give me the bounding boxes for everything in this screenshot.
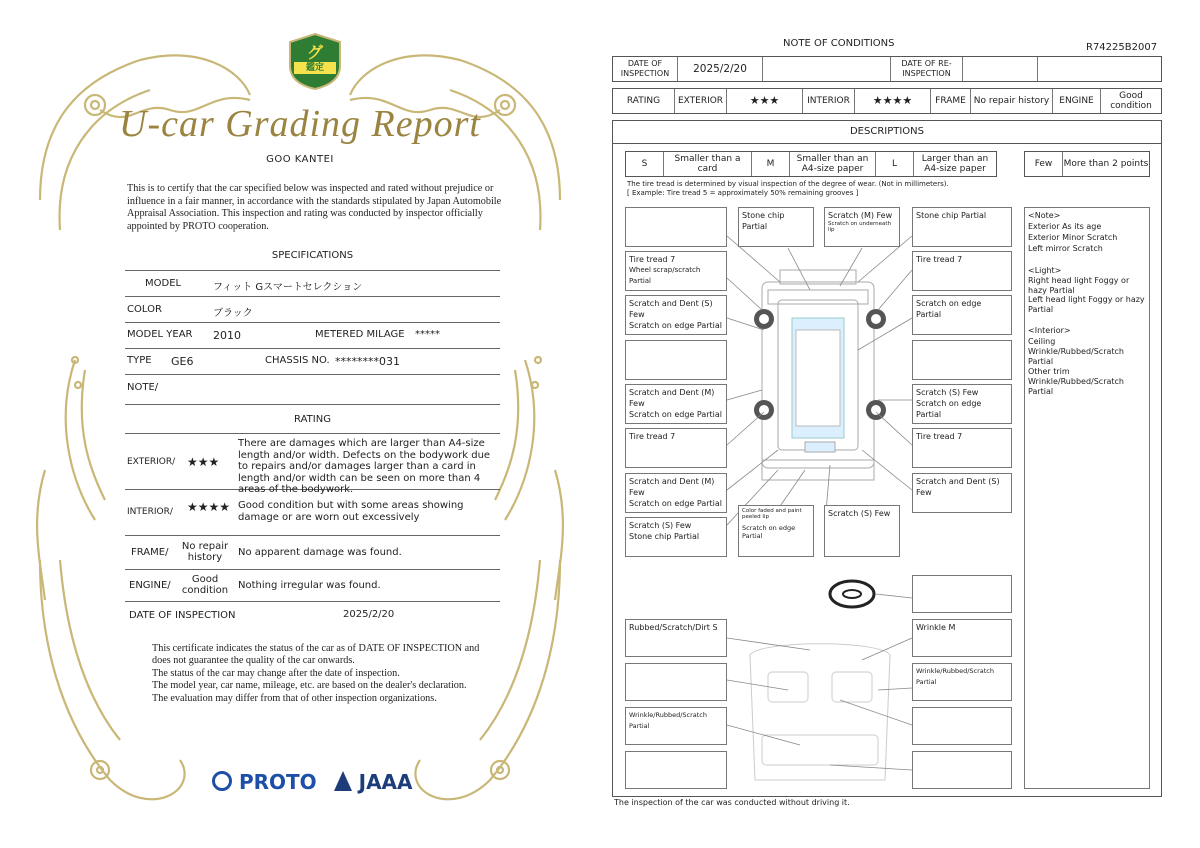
note-text: Scratch (M) Few [828, 211, 893, 220]
side-notes-panel [1024, 207, 1150, 789]
note-text: Scratch (S) Few [629, 521, 692, 530]
note-box [625, 295, 727, 335]
note-box [912, 384, 1012, 424]
note-box [912, 707, 1012, 745]
reinspection-date-label: DATE OF RE-INSPECTION [891, 57, 963, 81]
inspection-date-value: 2025/2/20 [678, 57, 763, 81]
tire-example: [ Example: Tire tread 5 = approximately 50% remaining grooves ] [627, 189, 859, 197]
descriptions-heading: DESCRIPTIONS [612, 120, 1162, 144]
legend-m: M [752, 152, 790, 176]
report-title: U-car Grading Report [119, 103, 481, 145]
engine-description: Nothing irregular was found. [238, 580, 381, 591]
certification-text: This is to certify that the car specified below was inspected and rated without prejudice or influence in a fair manner, in accordance with the standards stipulated by Japan Automobile Appraisal Association. This inspection and rating was conducted by inspector officially appointed by PROTO cooperation. [127, 183, 502, 232]
type-label: TYPE [127, 355, 152, 366]
note-box [912, 575, 1012, 613]
note-box [625, 619, 727, 657]
note-box [625, 428, 727, 468]
legend-l-desc: Larger than an A4-size paper [921, 154, 989, 174]
badge-text: 鑑定 [305, 63, 324, 73]
model-label: MODEL [145, 278, 182, 289]
note-box [912, 295, 1012, 335]
note-text: Scratch on edge Partial [916, 299, 982, 319]
note-text: Scratch on underneath lip [828, 221, 892, 233]
mileage-value: ***** [415, 329, 440, 340]
exterior-label: EXTERIOR [675, 89, 727, 113]
note-box [738, 207, 814, 247]
note-of-conditions [600, 0, 1200, 848]
exterior-label: EXTERIOR/ [127, 457, 176, 467]
footer-line: The evaluation may differ from that of other inspection organizations. [152, 692, 437, 704]
side-note-line: Other trim [1028, 367, 1070, 376]
note-text: Scratch on edge Partial [629, 499, 723, 508]
note-text: Scratch (S) Few [916, 388, 979, 397]
side-note-line: Wrinkle/Rubbed/Scratch Partial [1028, 347, 1124, 366]
note-text: Scratch and Dent (M) Few [629, 477, 715, 497]
goo-kantei-badge-icon [288, 32, 342, 90]
interior-description: Good condition but with some areas showing damage or are worn out excessively [238, 500, 464, 523]
engine-label: ENGINE [1053, 89, 1101, 113]
specifications-heading: SPECIFICATIONS [271, 250, 354, 261]
proto-logo-text: PROTO [238, 770, 317, 794]
rating-heading: RATING [294, 414, 331, 425]
side-note-line: Ceiling [1028, 337, 1056, 346]
engine-row [125, 571, 500, 602]
note-text: Tire tread 7 [916, 255, 963, 264]
legend-few: Few [1025, 152, 1063, 176]
report-subtitle: GOO KANTEI [266, 154, 334, 165]
footer-line: This certificate indicates the status of the car as of DATE OF INSPECTION and does not guarantee the quality of the car onwards. [152, 643, 480, 667]
footer-line: The model year, car name, mileage, etc. are based on the dealer's declaration. [152, 680, 467, 692]
color-label: COLOR [127, 304, 162, 315]
note-text: Wrinkle/Rubbed/Scratch Partial [629, 711, 707, 730]
note-text: Tire tread 7 [916, 432, 963, 441]
note-text: Tire tread 7 [629, 255, 676, 264]
frame-value: No repair history [971, 89, 1053, 113]
tire-note: The tire tread is determined by visual inspection of the degree of wear. (Not in millimeters). [627, 180, 949, 188]
report-number: R74225B2007 [1086, 42, 1158, 53]
exterior-stars: ★★★ [727, 89, 803, 113]
engine-value: Good condition [1110, 91, 1152, 111]
inspection-date-value: 2025/2/20 [343, 609, 395, 620]
note-box [912, 619, 1012, 657]
note-text: Stone chip Partial [916, 211, 987, 220]
logos [212, 770, 413, 794]
note-text: Wrinkle M [916, 623, 956, 632]
note-box [625, 663, 727, 701]
legend-few-desc: More than 2 points [1063, 159, 1149, 169]
note-box [625, 707, 727, 745]
note-text: Rubbed/Scratch/Dirt S [629, 623, 718, 632]
note-box [824, 505, 900, 557]
frame-description: No apparent damage was found. [238, 547, 402, 558]
note-text: Scratch on edge Partial [742, 524, 796, 540]
note-text: Stone chip Partial [629, 532, 700, 541]
note-row [125, 376, 500, 405]
jaaa-logo-icon [334, 771, 352, 791]
proto-logo-icon [212, 771, 232, 791]
note-box [625, 517, 727, 557]
note-text: Scratch on edge Partial [629, 410, 723, 419]
note-box [625, 473, 727, 513]
legend-m-desc: Smaller than an A4-size paper [790, 152, 876, 176]
note-text: Scratch on edge Partial [916, 399, 982, 419]
note-box [912, 428, 1012, 468]
side-note-line: Left head light Foggy or hazy Partial [1028, 295, 1145, 314]
side-note-line: <Interior> [1028, 326, 1071, 335]
footer-line: The status of the car may change after the date of inspection. [152, 667, 400, 679]
svg-text:グ: グ [306, 43, 324, 62]
note-box [625, 340, 727, 380]
interior-label: INTERIOR/ [127, 507, 173, 517]
note-box [625, 251, 727, 291]
side-note-line: Left mirror Scratch [1028, 244, 1103, 253]
exterior-description: There are damages which are larger than A4-size length and/or width. Defects on the bodywork due to repairs and/or damages larger than a card in length and/or width can be seen on more than 4 areas of the bodywork. [238, 438, 491, 495]
frame-value: No repair history [181, 541, 229, 563]
color-value: ブラック [213, 308, 253, 319]
note-box [625, 384, 727, 424]
side-note-line: Wrinkle/Rubbed/Scratch Partial [1028, 377, 1124, 396]
note-box [912, 340, 1012, 380]
engine-label: ENGINE/ [129, 580, 171, 591]
interior-stars: ★★★★ [187, 500, 231, 514]
note-text: Scratch (S) Few [828, 509, 891, 518]
engine-value: Good condition [181, 574, 229, 596]
interior-label: INTERIOR [803, 89, 855, 113]
legend-s-desc: Smaller than a card [664, 152, 752, 176]
year-row [125, 324, 500, 349]
exterior-stars: ★★★ [187, 455, 220, 469]
note-box [625, 207, 727, 247]
frame-row [125, 537, 500, 570]
inspection-footer: The inspection of the car was conducted without driving it. [614, 798, 850, 807]
note-text: Stone chip Partial [742, 211, 785, 231]
note-text: Scratch on edge Partial [629, 321, 723, 330]
interior-stars: ★★★★ [855, 89, 931, 113]
note-text: Scratch and Dent (S) Few [916, 477, 1000, 497]
rating-label: RATING [613, 89, 675, 113]
side-note-line: <Note> [1028, 211, 1061, 220]
inspection-date-row [125, 603, 500, 627]
conditions-title: NOTE OF CONDITIONS [783, 38, 895, 49]
model-year-value: 2010 [213, 329, 241, 342]
model-value: フィット Gスマートセレクション [213, 282, 363, 293]
side-note-line: Right head light Foggy or hazy Partial [1028, 276, 1130, 295]
model-row [125, 272, 500, 297]
note-text: Wheel scrap/scratch Partial [629, 266, 701, 285]
frame-label: FRAME [931, 89, 971, 113]
exterior-row [125, 435, 500, 495]
chassis-value: ********031 [335, 355, 400, 368]
note-text: Scratch and Dent (S) Few [629, 299, 713, 319]
mileage-label: METERED MILAGE [315, 329, 405, 340]
frame-label: FRAME/ [131, 547, 169, 558]
note-box [824, 207, 900, 247]
model-year-label: MODEL YEAR [127, 329, 193, 340]
note-text: Tire tread 7 [629, 432, 676, 441]
legend-s: S [626, 152, 664, 176]
chassis-label: CHASSIS NO. [265, 355, 330, 366]
inspection-date-label: DATE OF INSPECTION [129, 610, 236, 621]
note-box [912, 663, 1012, 701]
inspection-date-label: DATE OF INSPECTION [613, 57, 678, 81]
note-box [738, 505, 814, 557]
side-note-line: <Light> [1028, 266, 1062, 275]
note-box [912, 207, 1012, 247]
jaaa-logo-text: JAAA [358, 770, 413, 794]
type-row [125, 350, 500, 375]
note-label: NOTE/ [127, 382, 159, 393]
side-note-line: Exterior As its age [1028, 222, 1102, 231]
note-box [625, 751, 727, 789]
note-box [912, 473, 1012, 513]
note-box [912, 251, 1012, 291]
interior-row [125, 491, 500, 536]
note-box [912, 751, 1012, 789]
note-text: Wrinkle/Rubbed/Scratch Partial [916, 667, 994, 686]
side-note-line: Exterior Minor Scratch [1028, 233, 1118, 242]
type-value: GE6 [171, 355, 194, 368]
note-text: Color faded and paint peeled lip [742, 508, 802, 520]
legend-l: L [876, 152, 914, 176]
certificate-footer [152, 643, 482, 705]
color-row [125, 298, 500, 323]
note-text: Scratch and Dent (M) Few [629, 388, 715, 408]
